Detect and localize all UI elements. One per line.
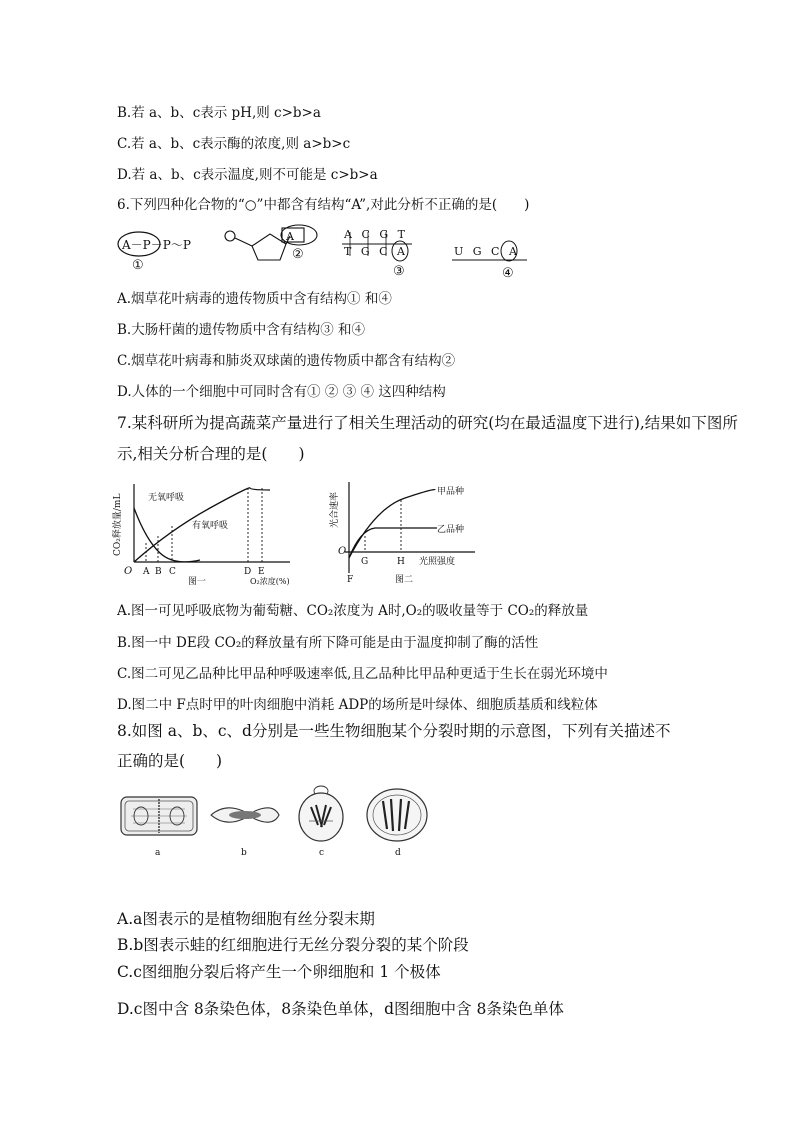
photosynthesis-figure-2 [325,478,505,588]
fig1-origin: O [124,566,133,577]
cell-d [367,789,427,858]
q8-stem-line2: 正确的是( ) [117,752,223,770]
variety-jia-label: 甲品种 [437,487,465,497]
label-c: c [319,848,325,858]
cell-a [121,797,197,858]
tick-a: A [143,567,150,577]
q5-option-b: B.若 a、b、c表示 pH,则 c>b>a [117,105,321,121]
variety-yi-curve [349,528,437,558]
q7-stem-line2: 示,相关分析合理的是( ) [117,445,305,463]
dna-top-strand: A C G T [344,228,408,241]
label-d: d [395,848,401,858]
atp-label: A－P－P～P [122,238,191,252]
variety-jia-curve [349,490,435,558]
circle-num-4: ④ [502,266,514,281]
fig2-caption: 图二 [395,575,414,585]
fig2-ylabel: 光合速率 [330,491,340,528]
tick-h: H [397,557,405,567]
q6-structures-figure [112,222,552,282]
q8-option-b: B.b图表示蛙的红细胞进行无丝分裂分裂的某个阶段 [117,936,469,954]
rna-structure [452,241,527,281]
fig2-origin: O [338,546,347,557]
cell-b [211,808,279,858]
q6-option-d: D.人体的一个细胞中可同时含有① ② ③ ④ 这四种结构 [117,384,446,400]
q7-stem-line1: 7.某科研所为提高蔬菜产量进行了相关生理活动的研究(均在最适温度下进行),结果如下图所 [117,414,738,432]
fig1-xlabel: O₂浓度(%) [250,577,290,586]
nucleotide-base-a: A [286,230,294,243]
cell-division-figure [115,785,435,860]
circle-num-2: ② [292,247,304,262]
fig1-caption: 图一 [188,577,207,586]
q6-option-b: B.大肠杆菌的遗传物质中含有结构③ 和④ [117,322,366,338]
fig1-ylabel: CO₂释放量/mL [113,493,123,556]
tick-g: G [361,557,369,567]
circle-num-3: ③ [393,264,405,279]
nucleotide-structure [225,225,317,262]
q5-option-c: C.若 a、b、c表示酶的浓度,则 a>b>c [117,136,351,152]
anaerobic-label: 无氧呼吸 [148,493,185,503]
q6-option-c: C.烟草花叶病毒和肺炎双球菌的遗传物质中都含有结构② [117,353,456,369]
respiration-figure-1 [110,478,310,586]
variety-yi-label: 乙品种 [437,525,465,535]
circle-num-1: ① [132,258,144,273]
point-f: F [347,575,354,585]
dna-structure [342,228,412,279]
aerobic-label: 有氧呼吸 [192,521,229,531]
q6-stem: 6.下列四种化合物的“○”中都含有结构“A”,对此分析不正确的是( ) [117,197,530,213]
q7-option-a: A.图一可见呼吸底物为葡萄糖、CO₂浓度为 A时,O₂的吸收量等于 CO₂的释放量 [117,603,589,619]
q5-option-d: D.若 a、b、c表示温度,则不可能是 c>b>a [117,167,378,183]
tick-c: C [169,567,176,577]
atp-structure [118,232,191,273]
tick-b: B [155,567,162,577]
q7-option-d: D.图二中 F点时甲的叶肉细胞中消耗 ADP的场所是叶绿体、细胞质基质和线粒体 [117,697,598,713]
fig2-xlabel: 光照强度 [419,557,456,567]
dna-bottom-strand: T G C A [344,245,408,258]
tick-d: D [244,567,252,577]
q6-option-a: A.烟草花叶病毒的遗传物质中含有结构① 和④ [117,291,392,307]
q7-option-c: C.图二可见乙品种比甲品种呼吸速率低,且乙品种比甲品种更适于生长在弱光环境中 [117,666,608,682]
rna-strand: U G C A [454,245,520,258]
label-b: b [241,848,247,858]
cell-c [299,786,343,858]
q8-option-d: D.c图中含 8条染色体，8条染色单体，d图细胞中含 8条染色单体 [117,1000,564,1018]
q8-option-c: C.c图细胞分裂后将产生一个卵细胞和 1 个极体 [117,963,441,981]
q7-option-b: B.图一中 DE段 CO₂的释放量有所下降可能是由于温度抑制了酶的活性 [117,635,539,651]
q8-option-a: A.a图表示的是植物细胞有丝分裂末期 [117,910,375,928]
q8-stem-line1: 8.如图 a、b、c、d分别是一些生物细胞某个分裂时期的示意图，下列有关描述不 [117,722,671,740]
label-a: a [155,848,161,858]
tick-e: E [258,567,265,577]
